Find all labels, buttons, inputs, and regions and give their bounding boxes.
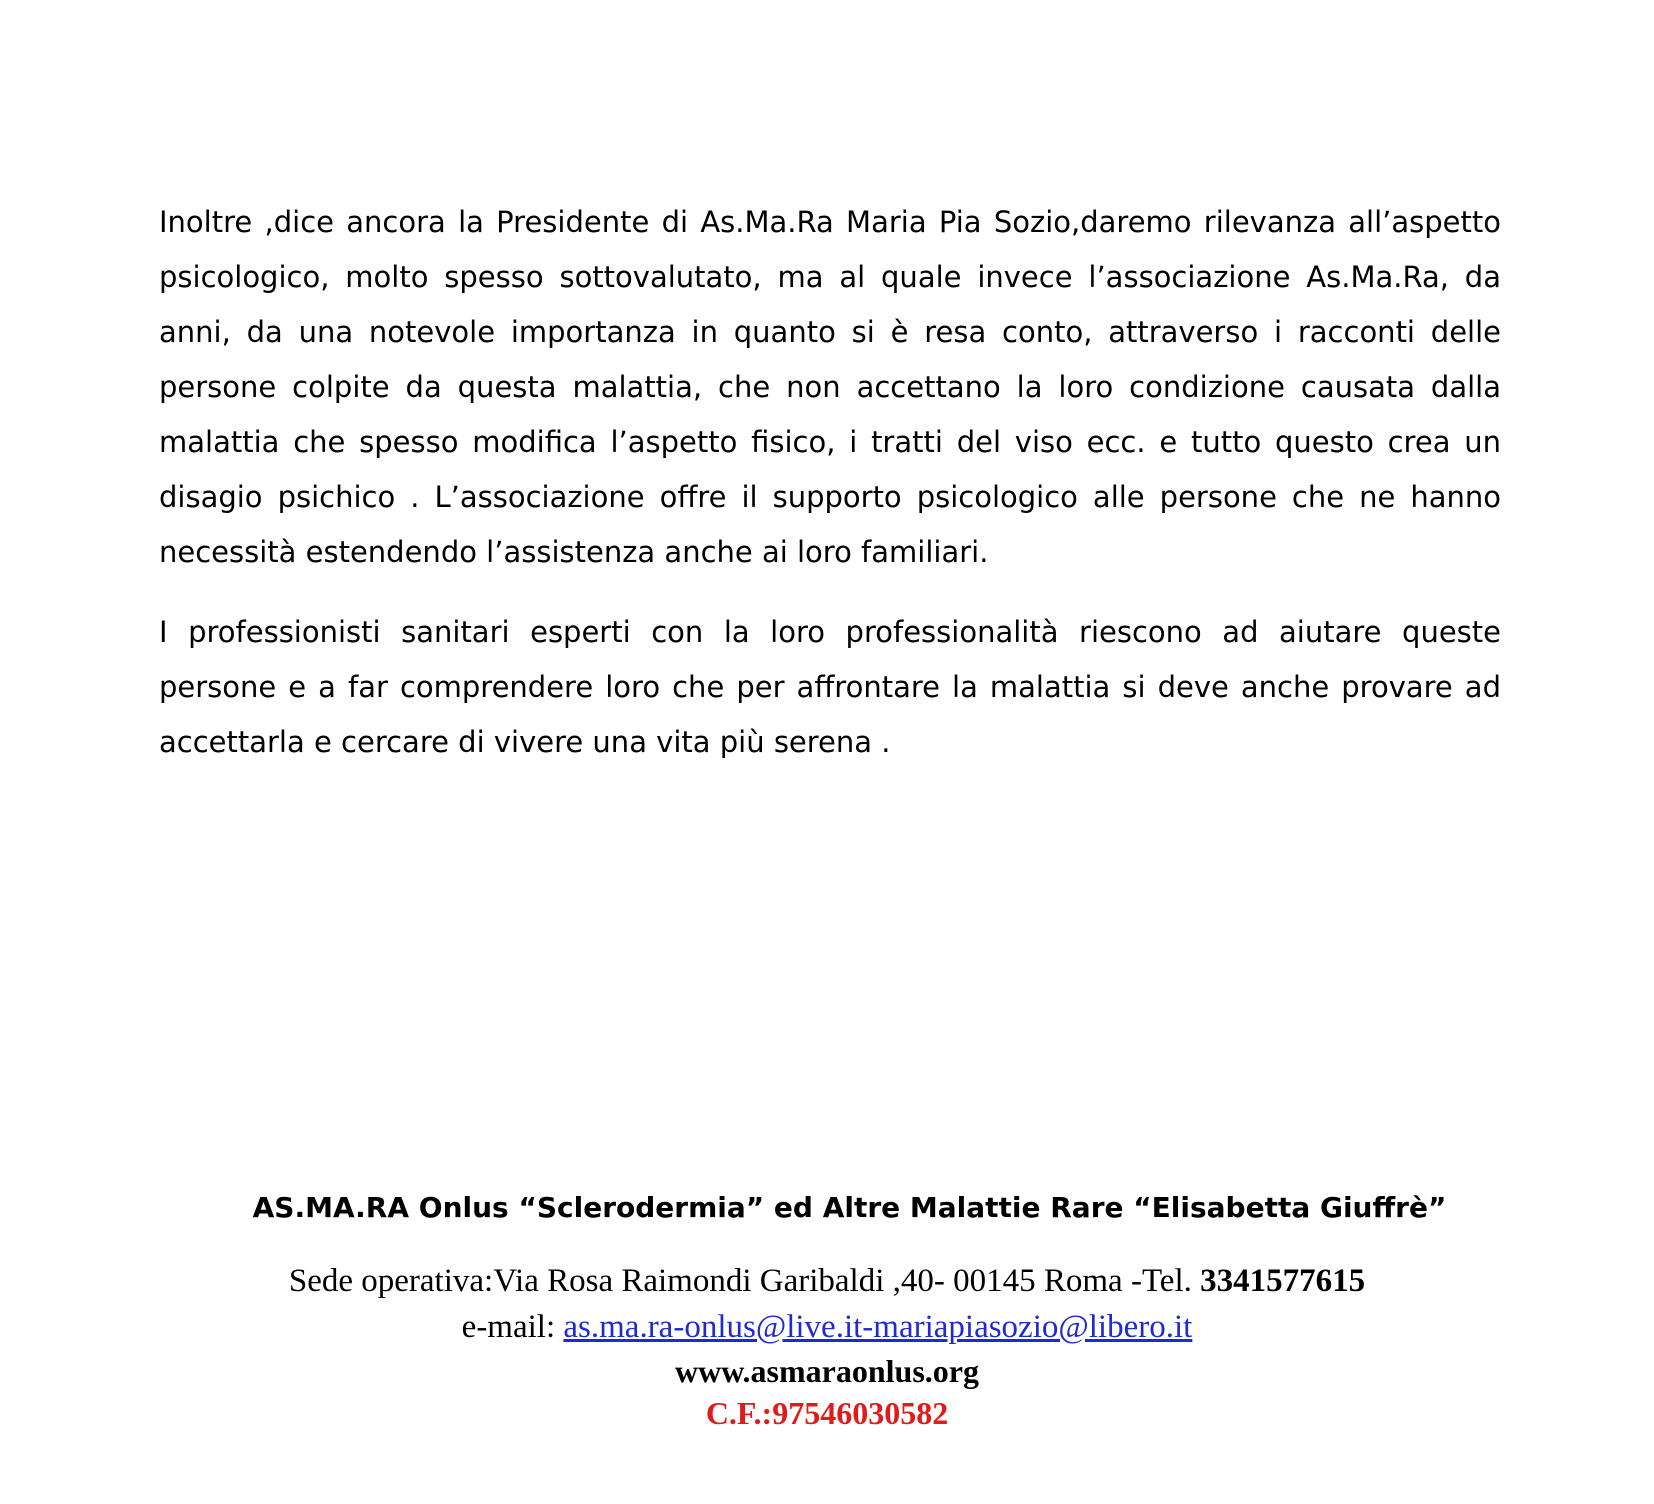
article-body <box>159 195 1501 770</box>
email-line <box>0 1304 1654 1350</box>
email-label: e-mail: <box>461 1309 564 1345</box>
paragraph-1: Inoltre ,dice ancora la Presidente di As.Ma.Ra Maria Pia Sozio,daremo rilevanza all’aspetto psicologico, molto spesso sottovalutato, ma al quale invece l’associazione As.Ma.Ra, da anni, da una notevole importanza in quanto si è resa conto, attraverso i racconti delle persone colpite da questa malattia, che non accettano la loro condizione causata dalla malattia che spesso modifica l’aspetto fisico, i tratti del viso ecc. e tutto questo crea un disagio psichico . L’associazione offre il supporto psicologico alle persone che ne hanno necessità estendendo l’assistenza anche ai loro familiari. <box>159 205 1501 569</box>
address-line <box>0 1258 1654 1304</box>
contact-block <box>0 1258 1654 1434</box>
paragraph-2: I professionisti sanitari esperti con la loro professionalità riescono ad aiutare queste persone e a far comprendere loro che per affrontare la malattia si deve anche provare ad accettarla e cercare di vivere una vita più serena . <box>159 615 1501 759</box>
phone-number: 3341577615 <box>1200 1263 1366 1299</box>
email-link[interactable]: as.ma.ra-onlus@live.it-mariapiasozio@libero.it <box>563 1309 1193 1345</box>
organization-name: AS.MA.RA Onlus “Sclerodermia” ed Altre Malattie Rare “Elisabetta Giuffrè” <box>252 1191 1447 1224</box>
fiscal-code: C.F.:97546030582 <box>705 1395 949 1431</box>
website-url: www.asmaraonlus.org <box>674 1353 979 1389</box>
letterhead-footer <box>0 1188 1654 1434</box>
address-text: Sede operativa:Via Rosa Raimondi Garibaldi ,40- 00145 Roma -Tel. <box>288 1263 1201 1299</box>
